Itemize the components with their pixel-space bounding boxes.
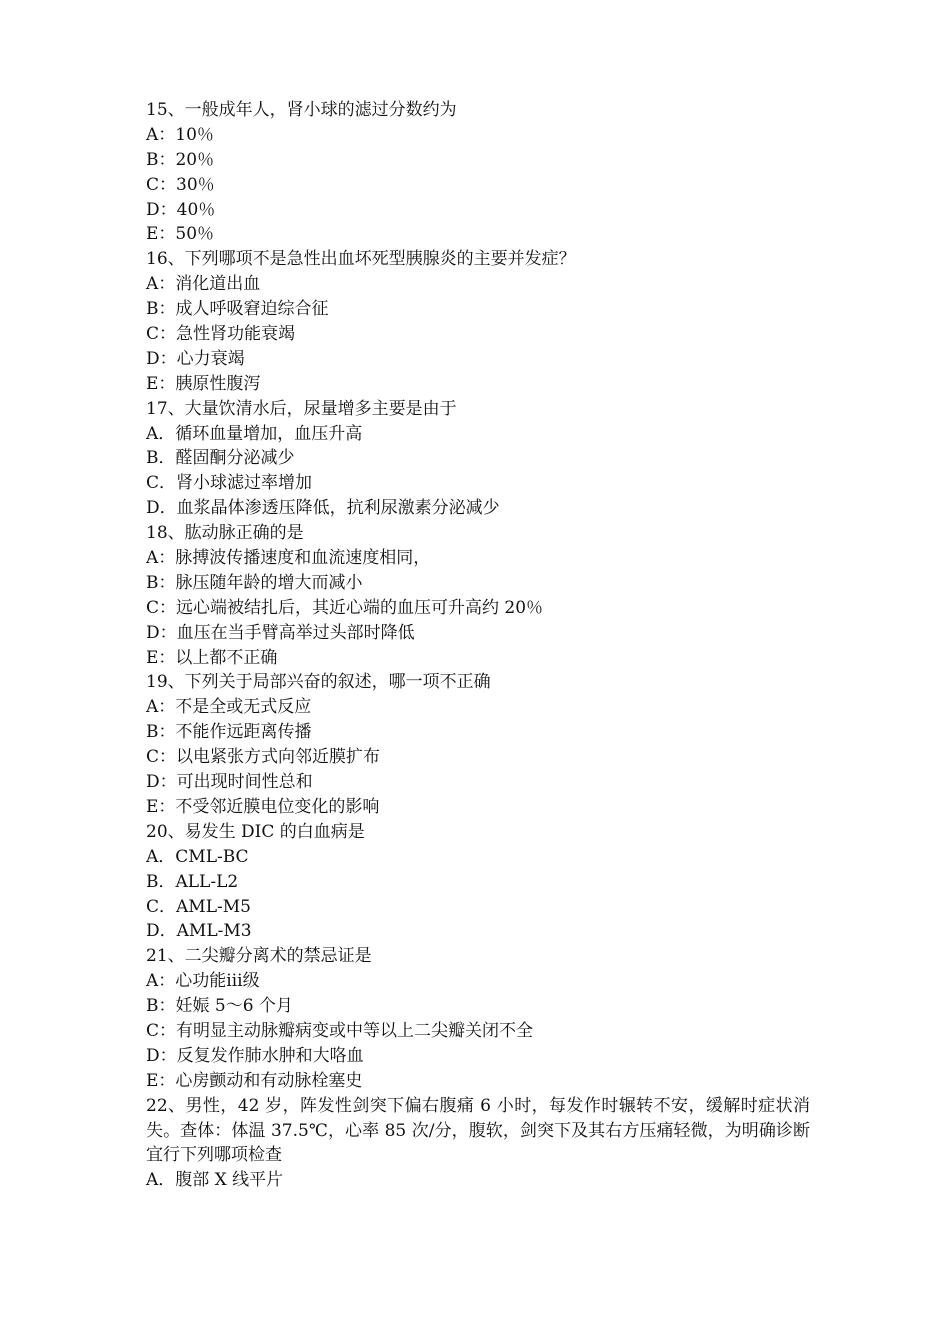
q15-option-a: A：10％ bbox=[146, 124, 214, 145]
question-18-stem: 18、肱动脉正确的是 bbox=[146, 523, 304, 544]
question-21-stem: 21、二尖瓣分离术的禁忌证是 bbox=[146, 946, 372, 967]
q20-option-b: B．ALL-L2 bbox=[146, 871, 239, 892]
question-19-stem: 19、下列关于局部兴奋的叙述，哪一项不正确 bbox=[146, 672, 491, 693]
q19-option-b: B：不能作远距离传播 bbox=[146, 722, 312, 743]
q21-option-a: A：心功能ⅲ级 bbox=[146, 971, 260, 992]
q17-option-a: A．循环血量增加，血压升高 bbox=[146, 423, 363, 444]
q21-option-c: C：有明显主动脉瓣病变或中等以上二尖瓣关闭不全 bbox=[146, 1020, 534, 1041]
q18-option-e: E：以上都不正确 bbox=[146, 647, 278, 668]
q16-option-a: A：消化道出血 bbox=[146, 274, 261, 295]
q18-option-c: C：远心端被结扎后，其近心端的血压可升高约 20％ bbox=[146, 597, 544, 618]
q19-option-a: A：不是全或无式反应 bbox=[146, 697, 312, 718]
question-20-stem: 20、易发生 DIC 的白血病是 bbox=[146, 821, 365, 842]
q20-option-a: A．CML-BC bbox=[146, 846, 249, 867]
q16-option-c: C：急性肾功能衰竭 bbox=[146, 324, 296, 345]
q17-option-c: C．肾小球滤过率增加 bbox=[146, 473, 313, 494]
question-15-stem: 15、一般成年人，肾小球的滤过分数约为 bbox=[146, 100, 457, 120]
q19-option-d: D：可出现时间性总和 bbox=[146, 772, 313, 793]
question-17-stem: 17、大量饮清水后，尿量增多主要是由于 bbox=[146, 398, 457, 419]
q16-option-b: B：成人呼吸窘迫综合征 bbox=[146, 299, 329, 320]
q18-option-d: D：血压在当手臂高举过头部时降低 bbox=[146, 622, 415, 643]
q15-option-e: E：50％ bbox=[146, 224, 215, 245]
document-page bbox=[146, 98, 810, 1193]
q16-option-d: D：心力衰竭 bbox=[146, 348, 245, 369]
q15-option-b: B：20％ bbox=[146, 149, 215, 170]
q17-option-d: D．血浆晶体渗透压降低，抗利尿激素分泌减少 bbox=[146, 498, 500, 519]
q21-option-e: E：心房颤动和有动脉栓塞史 bbox=[146, 1070, 363, 1091]
q15-option-c: C：30％ bbox=[146, 174, 215, 195]
q16-option-e: E：胰原性腹泻 bbox=[146, 373, 261, 394]
q21-option-d: D：反复发作肺水肿和大咯血 bbox=[146, 1045, 364, 1066]
q22-option-a: A．腹部 X 线平片 bbox=[146, 1170, 284, 1191]
q18-option-b: B：脉压随年龄的增大而减小 bbox=[146, 572, 363, 593]
question-16-stem: 16、下列哪项不是急性出血坏死型胰腺炎的主要并发症？ bbox=[146, 249, 576, 270]
q21-option-b: B：妊娠 5～6 个月 bbox=[146, 996, 293, 1017]
q20-option-c: C．AML-M5 bbox=[146, 896, 251, 917]
q18-option-a: A：脉搏波传播速度和血流速度相同， bbox=[146, 548, 431, 569]
q15-option-d: D：40％ bbox=[146, 199, 216, 220]
question-22-stem: 22、男性，42 岁，阵发性剑突下偏右腹痛 6 小时，每发作时辗转不安，缓解时症状消失。查体：体温 37.5℃，心率 85 次/分，腹软，剑突下及其右方压痛轻微，为明确诊断宜行下列哪项检查 bbox=[146, 1095, 810, 1166]
q19-option-c: C：以电紧张方式向邻近膜扩布 bbox=[146, 747, 381, 768]
q20-option-d: D．AML-M3 bbox=[146, 921, 252, 942]
q19-option-e: E：不受邻近膜电位变化的影响 bbox=[146, 796, 380, 817]
q17-option-b: B．醛固酮分泌减少 bbox=[146, 448, 295, 469]
